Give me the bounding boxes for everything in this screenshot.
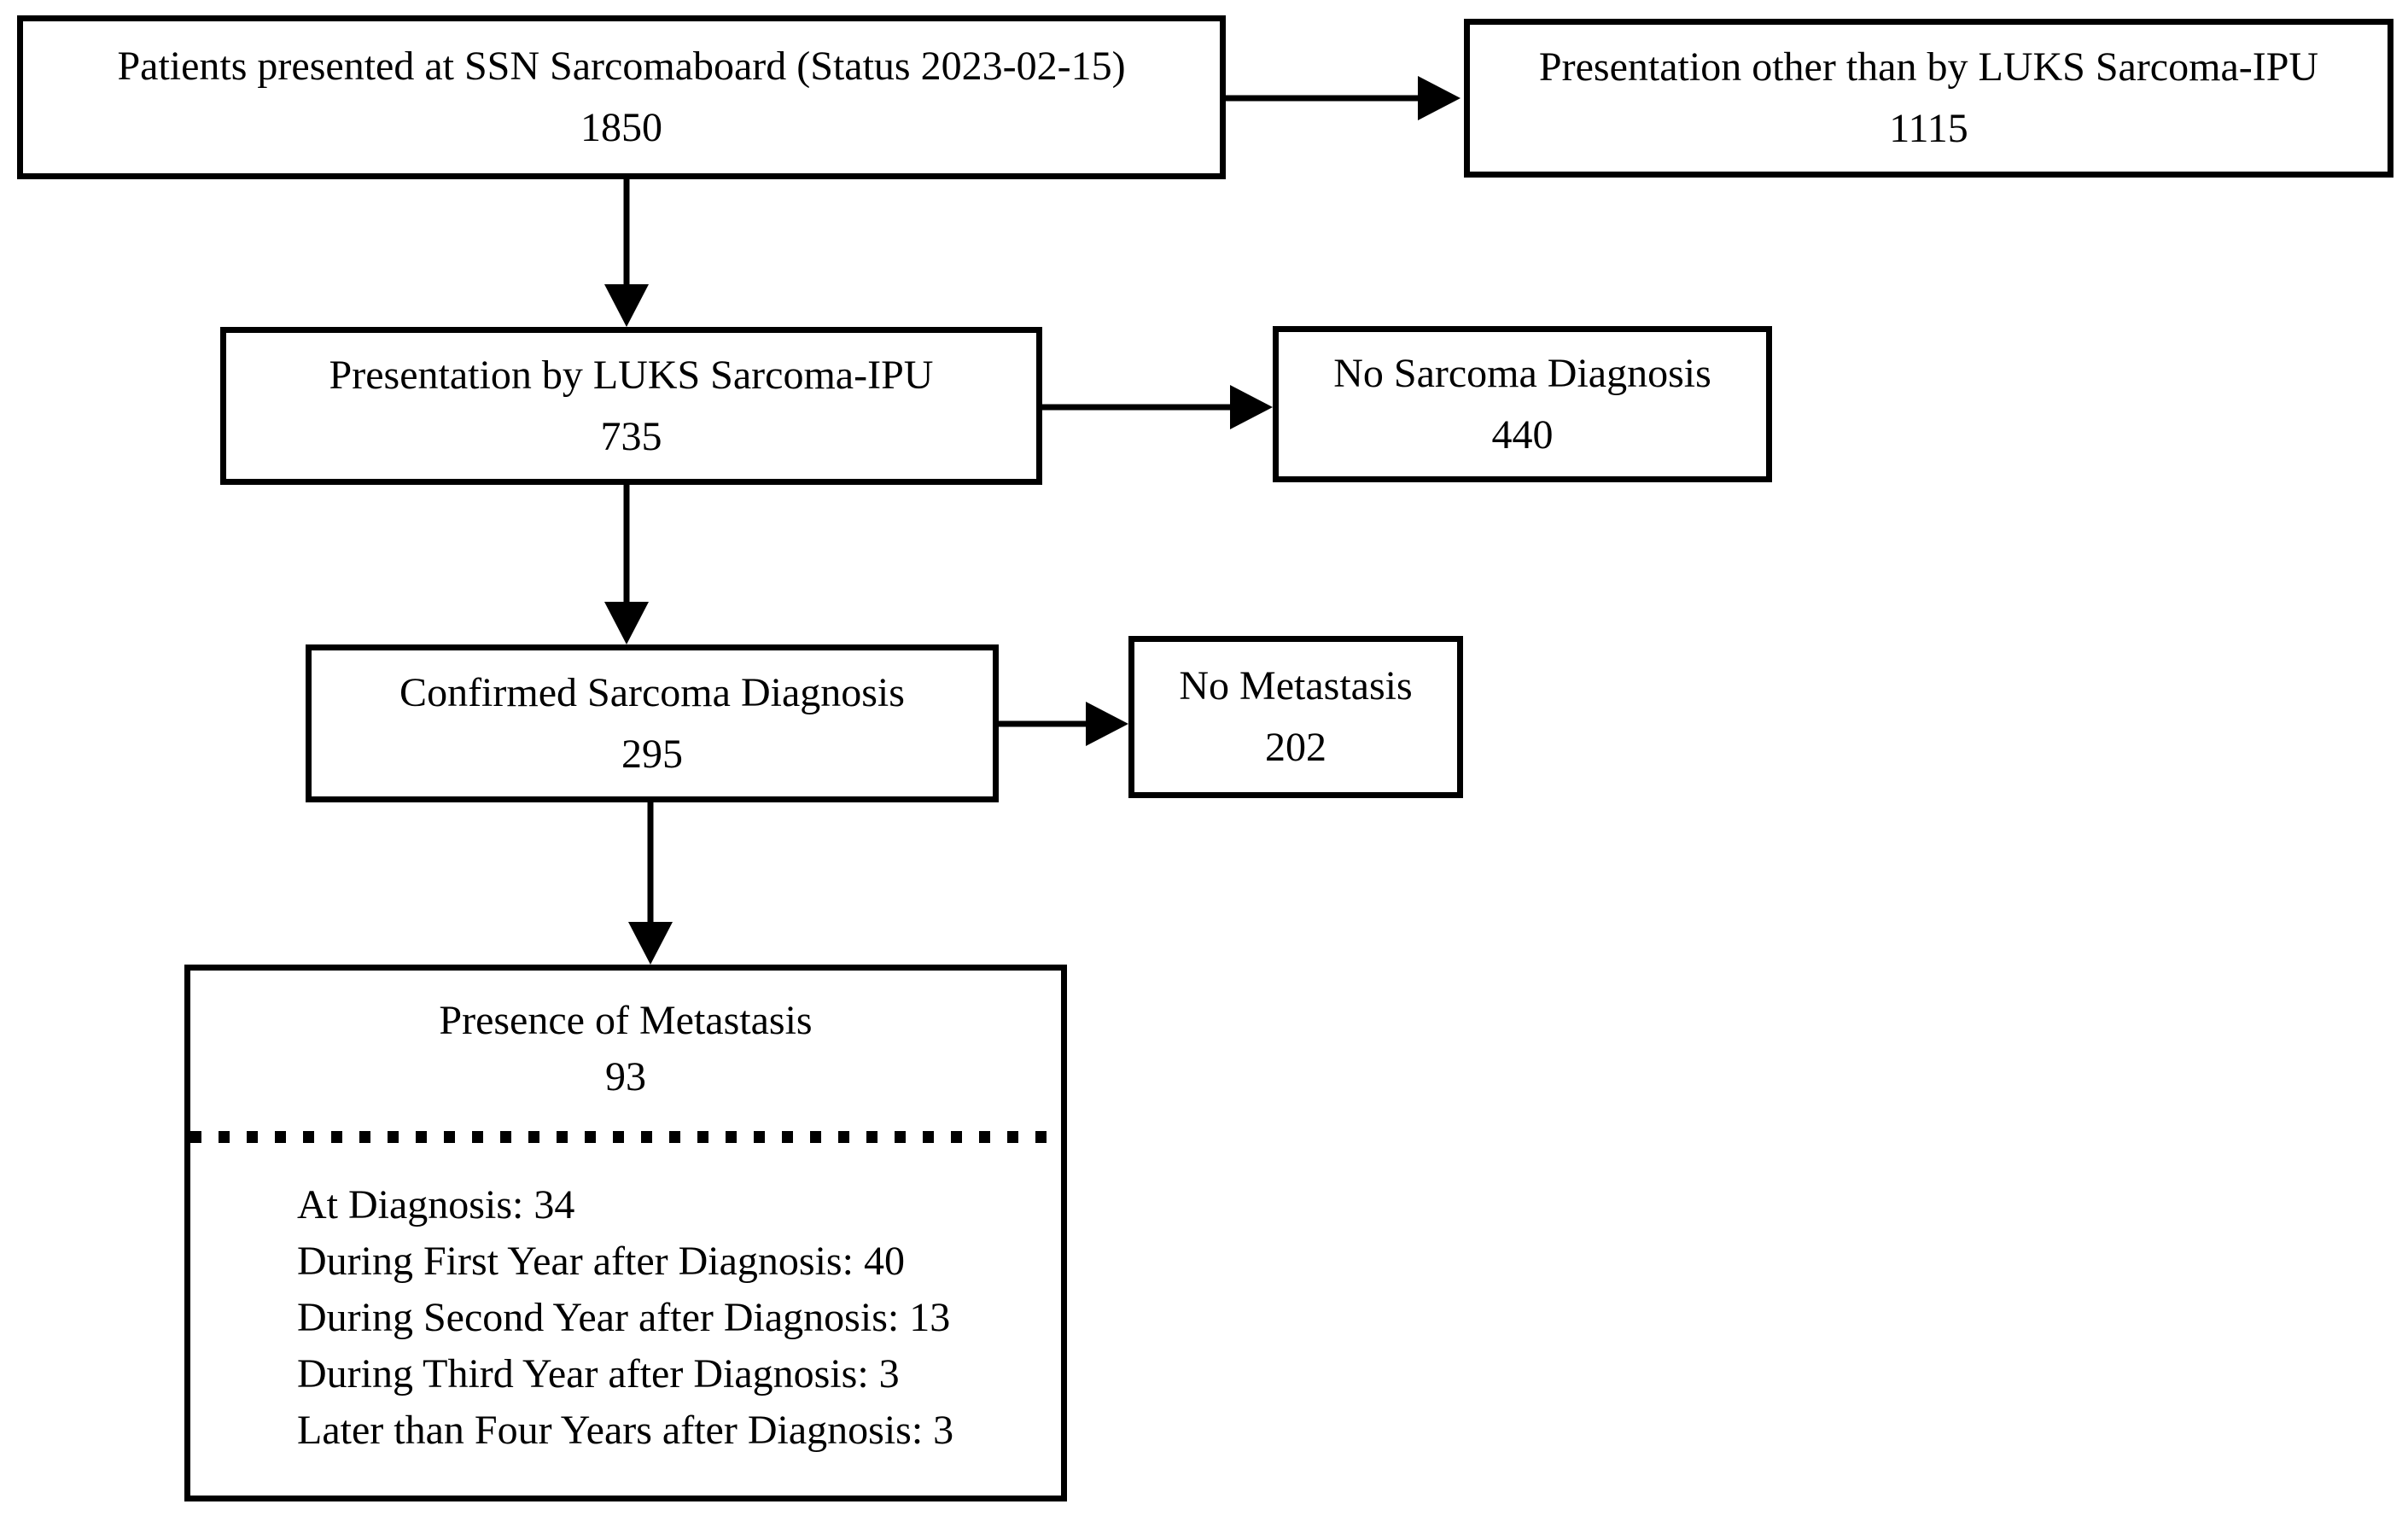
arrow-luks-presentation-to-no-sarcoma bbox=[1042, 385, 1273, 429]
breakdown-item-at-diagnosis: At Diagnosis: 34 bbox=[297, 1182, 575, 1227]
box-luks-presentation-count: 735 bbox=[600, 413, 662, 459]
arrow-confirmed-sarcoma-to-presence-of-metastasis bbox=[628, 802, 673, 965]
breakdown-item-first-year: During First Year after Diagnosis: 40 bbox=[297, 1239, 905, 1284]
box-confirmed-sarcoma-diagnosis bbox=[306, 644, 999, 802]
breakdown-item-later-than-four-years: Later than Four Years after Diagnosis: 3 bbox=[297, 1408, 954, 1453]
box-other-presentation-count: 1115 bbox=[1889, 106, 1968, 151]
box-no-metastasis bbox=[1128, 636, 1463, 798]
box-luks-presentation-label: Presentation by LUKS Sarcoma-IPU bbox=[329, 352, 934, 398]
box-sarcomaboard-count: 1850 bbox=[580, 105, 662, 150]
box-other-presentation-label: Presentation other than by LUKS Sarcoma-IPU bbox=[1538, 44, 2319, 90]
breakdown-item-second-year: During Second Year after Diagnosis: 13 bbox=[297, 1295, 951, 1340]
box-luks-presentation bbox=[220, 327, 1042, 485]
box-no-metastasis-label: No Metastasis bbox=[1179, 663, 1413, 708]
box-no-sarcoma-diagnosis-count: 440 bbox=[1491, 411, 1554, 458]
arrow-luks-presentation-to-confirmed-sarcoma bbox=[604, 485, 649, 644]
box-presence-of-metastasis bbox=[184, 965, 1067, 1501]
metastasis-breakdown-list bbox=[190, 1177, 1061, 1459]
box-confirmed-sarcoma-diagnosis-label: Confirmed Sarcoma Diagnosis bbox=[399, 669, 905, 715]
box-presence-of-metastasis-label: Presence of Metastasis bbox=[439, 998, 813, 1043]
breakdown-item-third-year: During Third Year after Diagnosis: 3 bbox=[297, 1351, 900, 1396]
box-sarcomaboard bbox=[17, 15, 1226, 179]
box-presence-of-metastasis-count: 93 bbox=[605, 1054, 646, 1099]
box-sarcomaboard-label: Patients presented at SSN Sarcomaboard (Status 2023-02-15) bbox=[117, 44, 1126, 89]
box-presence-of-metastasis-head bbox=[190, 993, 1061, 1105]
box-no-sarcoma-diagnosis-label: No Sarcoma Diagnosis bbox=[1333, 350, 1711, 396]
dotted-divider bbox=[190, 1131, 1061, 1143]
box-confirmed-sarcoma-diagnosis-count: 295 bbox=[621, 731, 683, 777]
arrow-sarcomaboard-to-other-presentation bbox=[1226, 76, 1461, 120]
box-no-metastasis-count: 202 bbox=[1265, 725, 1326, 770]
box-no-sarcoma-diagnosis bbox=[1273, 326, 1772, 482]
arrow-sarcomaboard-to-luks-presentation bbox=[604, 179, 649, 327]
arrow-confirmed-sarcoma-to-no-metastasis bbox=[999, 702, 1128, 746]
box-other-presentation bbox=[1464, 19, 2393, 178]
